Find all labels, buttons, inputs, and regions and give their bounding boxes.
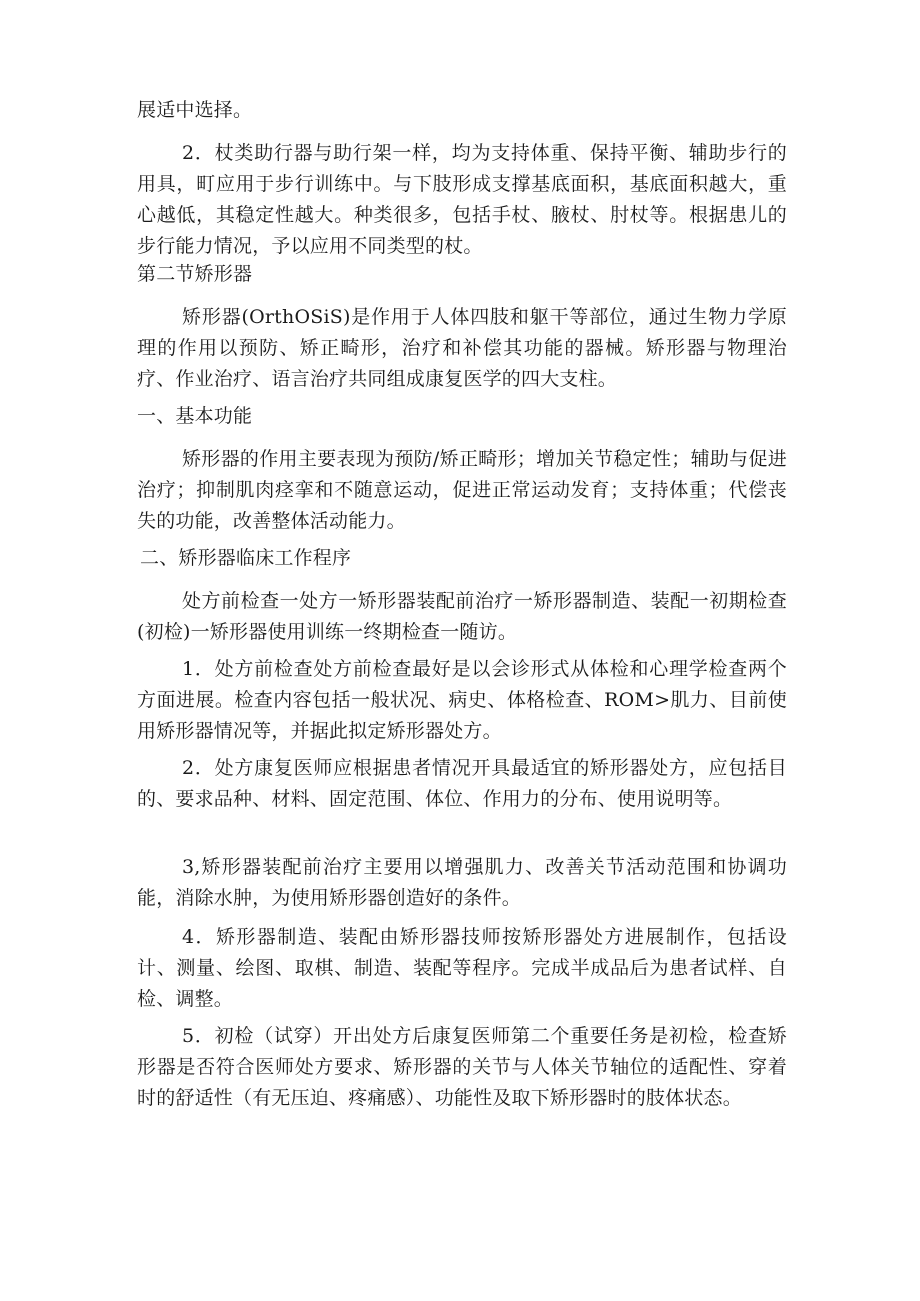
paragraph-step-3: 3,矫形器装配前治疗主要用以增强肌力、改善关节活动范围和协调功能，消除水肿，为使用矫形器创造好的条件。 bbox=[137, 856, 787, 909]
paragraph-procedure-flow: 处方前检查一处方一矫形器装配前治疗一矫形器制造、装配一初期检查(初检)一矫形器使用训练一终期检查一随访。 bbox=[137, 590, 787, 643]
paragraph-cane: 2．杖类助行器与助行架一样，均为支持体重、保持平衡、辅助步行的用具，町应用于步行训练中。与下肢形成支撑基底面积，基底面积越大，重心越低，其稳定性越大。种类很多，包括手杖、腋杖、肘杖等。根据患儿的步行能力情况，予以应用不同类型的杖。 bbox=[137, 142, 787, 257]
subheading-clinical-procedure: 二、矫形器临床工作程序 bbox=[140, 547, 352, 569]
paragraph-continuation: 展适中选择。 bbox=[137, 99, 253, 121]
subheading-basic-function: 一、基本功能 bbox=[137, 405, 253, 427]
paragraph-step-2: 2．处方康复医师应根据患者情况开具最适宜的矫形器处方，应包括目的、要求品种、材料、固定范围、体位、作用力的分布、使用说明等。 bbox=[137, 757, 787, 810]
paragraph-orthosis-definition: 矫形器(OrthOSiS)是作用于人体四肢和躯干等部位，通过生物力学原理的作用以预防、矫正畸形，治疗和补偿其功能的器械。矫形器与物理治疗、作业治疗、语言治疗共同组成康复医学的四大支柱。 bbox=[137, 306, 787, 390]
paragraph-function: 矫形器的作用主要表现为预防/矫正畸形；增加关节稳定性；辅助与促进治疗；抑制肌肉痉挛和不随意运动，促进正常运动发育；支持体重；代偿丧失的功能，改善整体活动能力。 bbox=[137, 448, 787, 532]
paragraph-step-5: 5．初检（试穿）开出处方后康复医师第二个重要任务是初检，检查矫形器是否符合医师处方要求、矫形器的关节与人体关节轴位的适配性、穿着时的舒适性（有无压迫、疼痛感）、功能性及取下矫形器时的肢体状态。 bbox=[137, 1025, 787, 1109]
paragraph-step-4: 4．矫形器制造、装配由矫形器技师按矫形器处方进展制作，包括设计、测量、绘图、取棋、制造、装配等程序。完成半成品后为患者试样、自检、调整。 bbox=[137, 926, 787, 1010]
paragraph-step-1: 1．处方前检查处方前检查最好是以会诊形式从体检和心理学检查两个方面进展。检查内容包括一般状况、病史、体格检查、ROM>肌力、目前使用矫形器情况等，并据此拟定矫形器处方。 bbox=[137, 658, 787, 742]
section-heading-orthosis: 第二节矫形器 bbox=[137, 263, 253, 285]
